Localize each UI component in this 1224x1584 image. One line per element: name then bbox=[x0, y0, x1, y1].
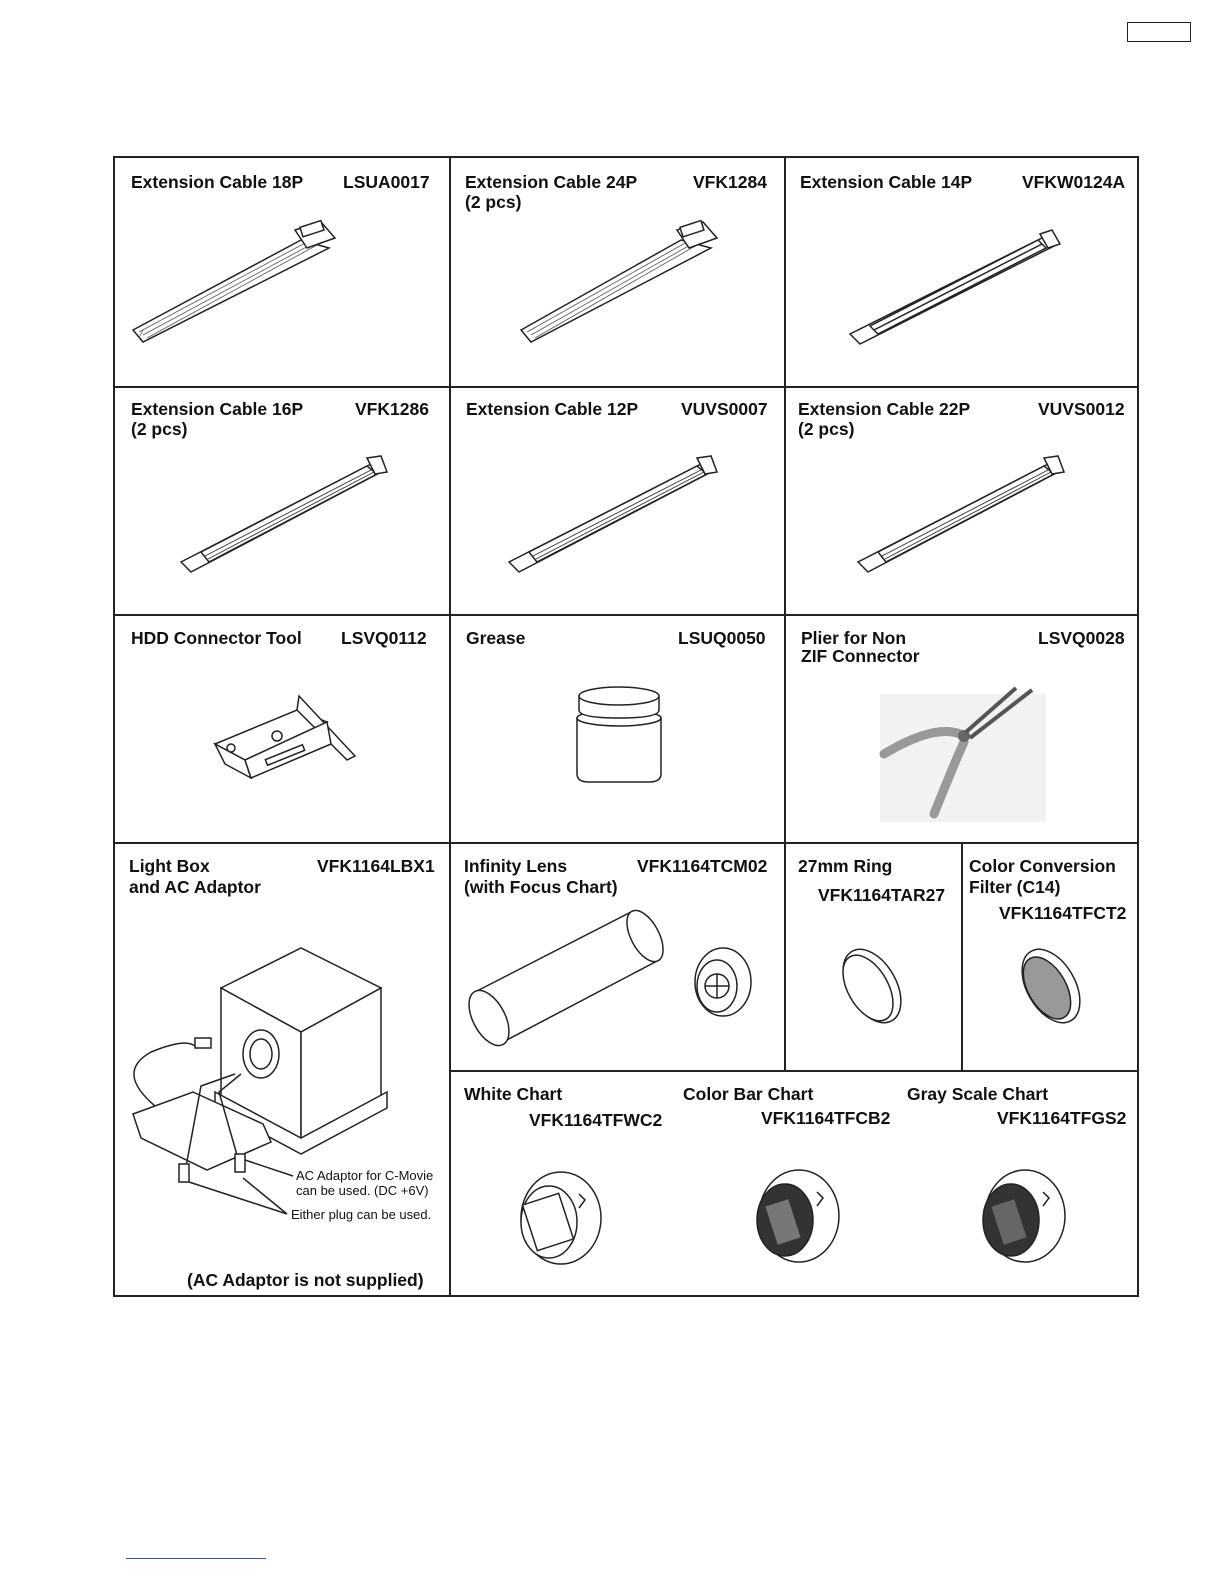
gray-scale-chart-name: Gray Scale Chart bbox=[907, 1084, 1049, 1104]
page-number-box bbox=[1127, 22, 1191, 42]
tool-cell-extension-cable-22p bbox=[784, 386, 1139, 614]
tool-cell-grease bbox=[449, 614, 784, 842]
tool-cell-charts bbox=[449, 1070, 1139, 1297]
tool-name: Extension Cable 14P bbox=[800, 172, 973, 192]
tool-cell-extension-cable-18p bbox=[115, 158, 449, 386]
tool-quantity: (2 pcs) bbox=[465, 192, 522, 212]
gray-scale-chart-part: VFK1164TFGS2 bbox=[997, 1108, 1127, 1128]
tool-cell-plier bbox=[784, 614, 1139, 842]
adaptor-note-line2: can be used. (DC +6V) bbox=[296, 1183, 429, 1198]
tool-cell-extension-cable-16p bbox=[115, 386, 449, 614]
tool-part-number: VUVS0012 bbox=[1038, 399, 1125, 419]
white-chart-name: White Chart bbox=[464, 1084, 563, 1104]
plug-note: Either plug can be used. bbox=[291, 1207, 432, 1222]
color-bar-chart-name: Color Bar Chart bbox=[683, 1084, 814, 1104]
infinity-lens-image bbox=[449, 842, 784, 1070]
tool-name: Plier for Non bbox=[801, 628, 907, 648]
tool-name-line2: and AC Adaptor bbox=[129, 877, 261, 897]
tool-cell-extension-cable-12p bbox=[449, 386, 784, 614]
tool-part-number: VFK1164LBX1 bbox=[317, 856, 435, 876]
tool-name-line2: Filter (C14) bbox=[969, 877, 1061, 897]
tool-quantity: (2 pcs) bbox=[798, 419, 855, 439]
flat-cable-image bbox=[784, 386, 1139, 614]
tool-cell-extension-cable-14p bbox=[784, 158, 1139, 386]
tool-name: Extension Cable 12P bbox=[466, 399, 639, 419]
tool-name-line2: ZIF Connector bbox=[801, 646, 920, 666]
tool-cell-infinity-lens bbox=[449, 842, 784, 1070]
tool-cell-extension-cable-24p bbox=[449, 158, 784, 386]
service-tools-table bbox=[113, 156, 1139, 1297]
tool-name: Extension Cable 24P bbox=[465, 172, 638, 192]
tool-name: Extension Cable 18P bbox=[131, 172, 304, 192]
footer-link-line bbox=[126, 1558, 266, 1559]
color-bar-chart-part: VFK1164TFCB2 bbox=[761, 1108, 891, 1128]
ring-image bbox=[784, 842, 961, 1070]
not-supplied-note: (AC Adaptor is not supplied) bbox=[187, 1270, 424, 1290]
tool-name: 27mm Ring bbox=[798, 856, 893, 876]
tool-cell-hdd-connector-tool bbox=[115, 614, 449, 842]
light-box-callout-lines bbox=[115, 842, 449, 1297]
white-chart-part: VFK1164TFWC2 bbox=[529, 1110, 663, 1130]
plier-image bbox=[784, 614, 1139, 842]
flat-cable-image bbox=[449, 386, 784, 614]
tool-part-number: VFK1164TAR27 bbox=[818, 885, 946, 905]
flat-cable-image bbox=[449, 158, 784, 386]
tool-part-number: VFK1164TFCT2 bbox=[999, 903, 1127, 923]
tool-quantity: (2 pcs) bbox=[131, 419, 188, 439]
tool-part-number: LSUA0017 bbox=[343, 172, 430, 192]
flat-cable-image bbox=[115, 386, 449, 614]
tool-cell-27mm-ring bbox=[784, 842, 961, 1070]
tool-cell-light-box bbox=[115, 842, 449, 1297]
tool-name: Infinity Lens bbox=[464, 856, 568, 876]
tool-name: Extension Cable 16P bbox=[131, 399, 304, 419]
tool-name: Color Conversion bbox=[969, 856, 1116, 876]
tool-part-number: VFK1284 bbox=[693, 172, 767, 192]
tool-part-number: LSUQ0050 bbox=[678, 628, 766, 648]
flat-cable-image bbox=[784, 158, 1139, 386]
grease-jar-image bbox=[449, 614, 784, 842]
tool-name-line2: (with Focus Chart) bbox=[464, 877, 618, 897]
tool-name: Grease bbox=[466, 628, 526, 648]
hdd-connector-tool-image bbox=[115, 614, 449, 842]
filter-image bbox=[961, 842, 1139, 1070]
tool-cell-color-conversion-filter bbox=[961, 842, 1139, 1070]
tool-part-number: VFKW0124A bbox=[1022, 172, 1126, 192]
tool-part-number: VFK1286 bbox=[355, 399, 429, 419]
tool-name: HDD Connector Tool bbox=[131, 628, 302, 648]
tool-part-number: LSVQ0112 bbox=[341, 628, 427, 648]
gray-scale-chart-image bbox=[449, 1070, 1139, 1297]
flat-cable-image bbox=[115, 158, 449, 386]
tool-name: Light Box bbox=[129, 856, 210, 876]
adaptor-note-line1: AC Adaptor for C-Movie bbox=[296, 1168, 434, 1183]
tool-part-number: VFK1164TCM02 bbox=[637, 856, 768, 876]
tool-name: Extension Cable 22P bbox=[798, 399, 971, 419]
tool-part-number: VUVS0007 bbox=[681, 399, 768, 419]
tool-part-number: LSVQ0028 bbox=[1038, 628, 1125, 648]
